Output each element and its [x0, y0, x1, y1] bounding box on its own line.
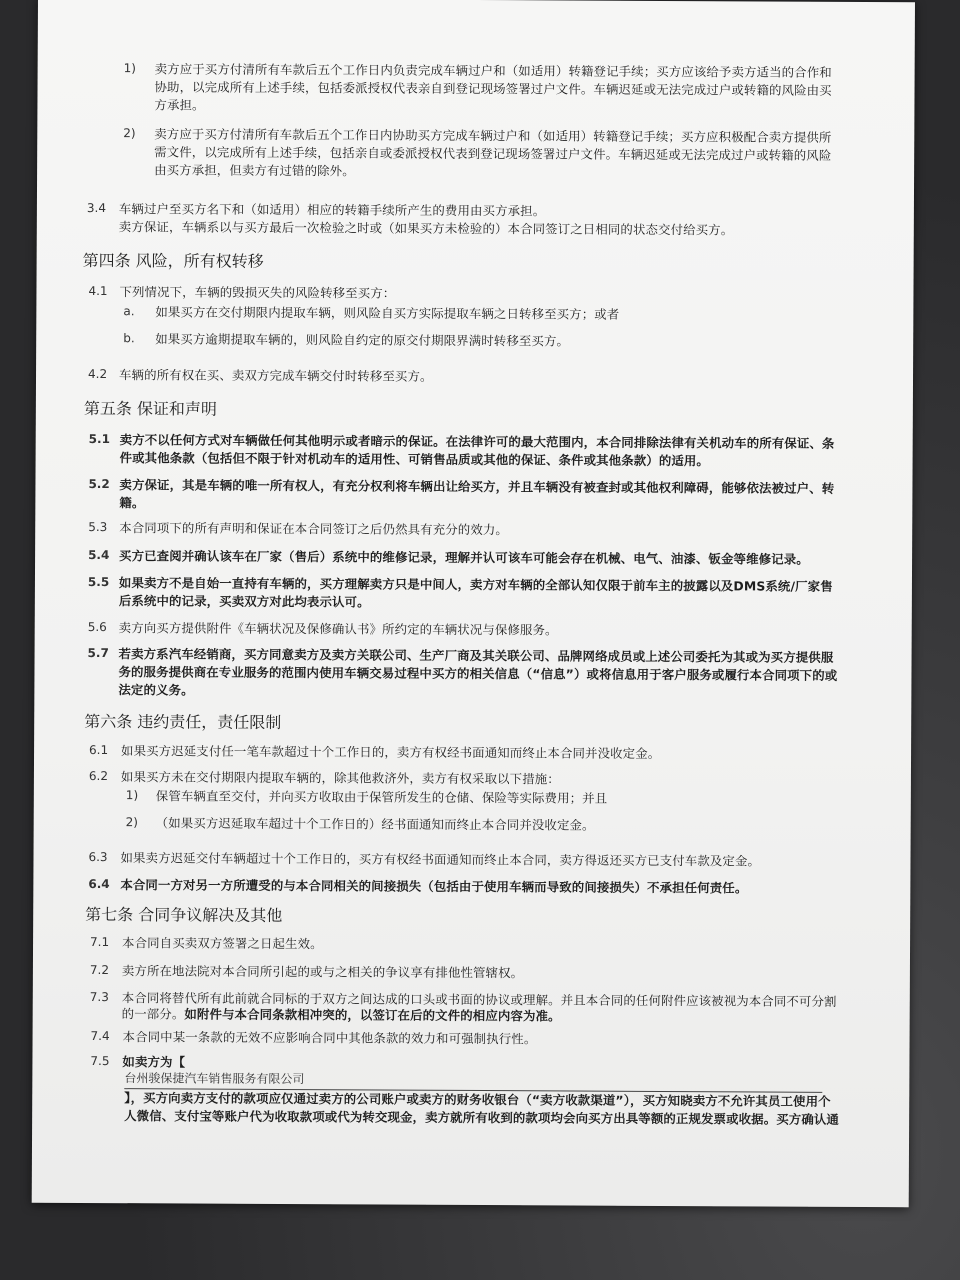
item-3-3-2-line: 卖方应于买方付清所有车款后五个工作日内协助买方完成车辆过户和（如适用）转籍登记手续；买方应积极配合卖方提供所 — [154, 126, 832, 145]
item-7-2-text: 卖方所在地法院对本合同所引起的或与之相关的争议享有排他性管辖权。 — [121, 963, 524, 981]
item-7-5-line: 人微信、支付宝等账户代为收取款项或代为转交现金，卖方就所有收到的款项均会向买方出具等额的正规发票或收据。买方确认通 — [124, 1108, 840, 1127]
article-5-heading: 第五条 保证和声明 — [83, 398, 217, 419]
item-7-4-text: 本合同中某一条款的无效不应影响合同中其他条款的效力和可强制执行性。 — [122, 1029, 537, 1047]
item-3-4-line: 卖方保证，车辆系以与买方最后一次检验之时或（如果买方未检验的）本合同签订之日相同的状态交付给买方。 — [118, 219, 734, 238]
item-4-1-b-text: 如果买方逾期提取车辆的，则风险自约定的原交付期限界满时转移至买方。 — [155, 331, 570, 349]
item-5-4-number: 5.4 — [88, 547, 110, 563]
item-7-3-line — [122, 1006, 561, 1023]
item-4-1-a-number: a. — [123, 304, 135, 319]
item-3-4-number: 3.4 — [86, 200, 107, 216]
item-6-2-sub1-text: 保管车辆直至交付，并向买方收取由于保管所发生的仓储、保险等实际费用；并且 — [155, 788, 608, 806]
item-7-4-number: 7.4 — [90, 1028, 110, 1044]
item-5-3-number: 5.3 — [88, 519, 108, 535]
item-6-2-sub2-text: （如果买方迟延取车超过十个工作日的）经书面通知而终止本合同并没收定金。 — [155, 815, 595, 833]
item-6-3-text: 如果卖方迟延交付车辆超过十个工作日的，买方有权经书面通知而终止本合同，卖方得返还买方已支付车款及定金。 — [120, 850, 761, 869]
article-6-heading: 第六条 违约责任，责任限制 — [84, 711, 282, 732]
item-5-4-text: 买方已查阅并确认该车在厂家（售后）系统中的维修记录，理解并认可该车可能会存在机械、电气、油漆、钣金等维修记录。 — [119, 548, 809, 567]
article-7-heading: 第七条 合同争议解决及其他 — [85, 904, 283, 925]
item-3-3-2-line: 需文件，以完成所有上述手续，包括亲自或委派授权代表到登记现场签署过户文件。车辆迟延或无法完成过户或转籍的风险 — [154, 144, 832, 163]
item-6-1-text: 如果买方迟延支付任一笔车款超过十个工作日的，卖方有权经书面通知而终止本合同并没收定金。 — [121, 743, 661, 761]
item-7-3-line2-normal: 的一部分。 — [121, 1006, 185, 1022]
item-3-3-1-line: 卖方应于买方付清所有车款后五个工作日内负责完成车辆过户和（如适用）转籍登记手续；买方应该给予卖方适当的合作和 — [154, 61, 832, 80]
item-5-5-line: 如果卖方不是自始一直持有车辆的，买方理解卖方只是中间人，卖方对车辆的全部认知仅限于前车主的披露以及DMS系统/厂家售 — [118, 575, 833, 594]
item-7-3-number: 7.3 — [89, 989, 109, 1005]
item-3-3-1-number: 1) — [123, 61, 137, 76]
item-5-3-text: 本合同项下的所有声明和保证在本合同签订之后仍然具有充分的效力。 — [119, 520, 509, 538]
item-4-1-b-number: b. — [123, 331, 135, 346]
item-6-2-number: 6.2 — [88, 768, 109, 784]
item-6-3-number: 6.3 — [88, 849, 108, 865]
item-5-6-text: 卖方向买方提供附件《车辆状况及保修确认书》所约定的车辆状况与保修服务。 — [118, 620, 558, 638]
item-5-7-number: 5.7 — [87, 645, 109, 661]
item-5-5-line: 后系统中的记录，买卖双方对此均表示认可。 — [118, 593, 370, 610]
item-5-6-number: 5.6 — [87, 619, 107, 635]
item-7-2-number: 7.2 — [89, 962, 110, 978]
item-5-2-line: 卖方保证，其是车辆的唯一所有权人，有充分权利将车辆出让给买方，并且车辆没有被查封或其他权利障碍，能够依法被过户、转 — [119, 477, 835, 496]
item-7-5-line: 】，买方向卖方支付的款项应仅通过卖方的公司账户或卖方的财务收银台（“卖方收款渠道”），买方知晓卖方不允许其员工使用个 — [124, 1090, 831, 1109]
item-4-1-a-text: 如果买方在交付期限内提取车辆，则风险自买方实际提取车辆之日转移至买方；或者 — [155, 304, 620, 322]
seller-company-name: 台州骏保捷汽车销售服务有限公司 — [124, 1071, 822, 1093]
item-7-3-line2-bold: 如附件与本合同条款相冲突的，以签订在后的文件的相应内容为准。 — [184, 1006, 561, 1024]
item-5-5-number: 5.5 — [87, 574, 110, 590]
item-4-1-text: 下列情况下，车辆的毁损灭失的风险转移至买方： — [119, 284, 396, 301]
item-3-3-2-number: 2) — [123, 126, 136, 141]
item-3-3-1-line: 协助，以完成所有上述手续，包括委派授权代表亲自到登记现场签署过户文件。车辆迟延或无法完成过户或转籍的风险由买 — [154, 79, 832, 98]
item-6-2-sub2-number: 2) — [125, 815, 139, 830]
contract-page — [32, 0, 915, 1207]
article-4-heading: 第四条 风险，所有权转移 — [82, 250, 264, 271]
item-7-3-line: 本合同将替代所有此前就合同标的于双方之间达成的口头或书面的协议或理解。并且本合同的任何附件应该被视为本合同不可分割 — [121, 990, 837, 1009]
item-7-1-number: 7.1 — [90, 934, 110, 950]
item-5-7-line: 务的服务提供商在专业服务的范围内使用车辆交易过程中买方的相关信息（“信息”）或将信息用于客户服务或履行本合同项下的或 — [118, 664, 838, 683]
item-4-1-number: 4.1 — [88, 283, 108, 299]
item-4-2-number: 4.2 — [87, 366, 108, 382]
item-6-1-number: 6.1 — [89, 742, 109, 758]
item-5-1-line: 件或其他条款（包括但不限于针对机动车的适用性、可销售品质或其他的保证、条件或其他条款）的适用。 — [119, 450, 710, 469]
item-5-7-line: 法定的义务。 — [118, 682, 194, 698]
item-5-1-line: 卖方不以任何方式对车辆做任何其他明示或者暗示的保证。在法律许可的最大范围内，本合同排除法律有关机动车的所有保证、条 — [119, 432, 835, 451]
item-7-5-number: 7.5 — [90, 1053, 110, 1069]
item-5-1-number: 5.1 — [88, 431, 110, 447]
item-6-2-text: 如果买方未在交付期限内提取车辆的，除其他救济外，卖方有权采取以下措施： — [120, 769, 560, 787]
item-6-4-text: 本合同一方对另一方所遭受的与本合同相关的间接损失（包括由于使用车辆而导致的间接损失）不承担任何责任。 — [120, 877, 748, 896]
item-6-4-number: 6.4 — [88, 876, 110, 892]
item-6-2-sub1-number: 1) — [125, 788, 139, 803]
item-3-4-line: 车辆过户至买方名下和（如适用）相应的转籍手续所产生的费用由买方承担。 — [118, 201, 546, 219]
item-3-3-2-line: 由买方承担，但卖方有过错的除外。 — [154, 162, 355, 179]
item-4-2-text: 车辆的所有权在买、卖双方完成车辆交付时转移至买方。 — [118, 367, 433, 384]
item-3-3-1-line: 方承担。 — [154, 97, 205, 113]
item-5-2-line: 籍。 — [119, 495, 145, 511]
item-7-1-text: 本合同自买卖双方签署之日起生效。 — [122, 935, 323, 952]
item-5-2-number: 5.2 — [88, 476, 110, 492]
item-7-5-label: 如卖方为【 — [122, 1054, 186, 1070]
item-5-7-line: 若卖方系汽车经销商，买方同意卖方及卖方关联公司、生产厂商及其关联公司、品牌网络成员或上述公司委托为其或为买方提供服 — [118, 646, 834, 665]
